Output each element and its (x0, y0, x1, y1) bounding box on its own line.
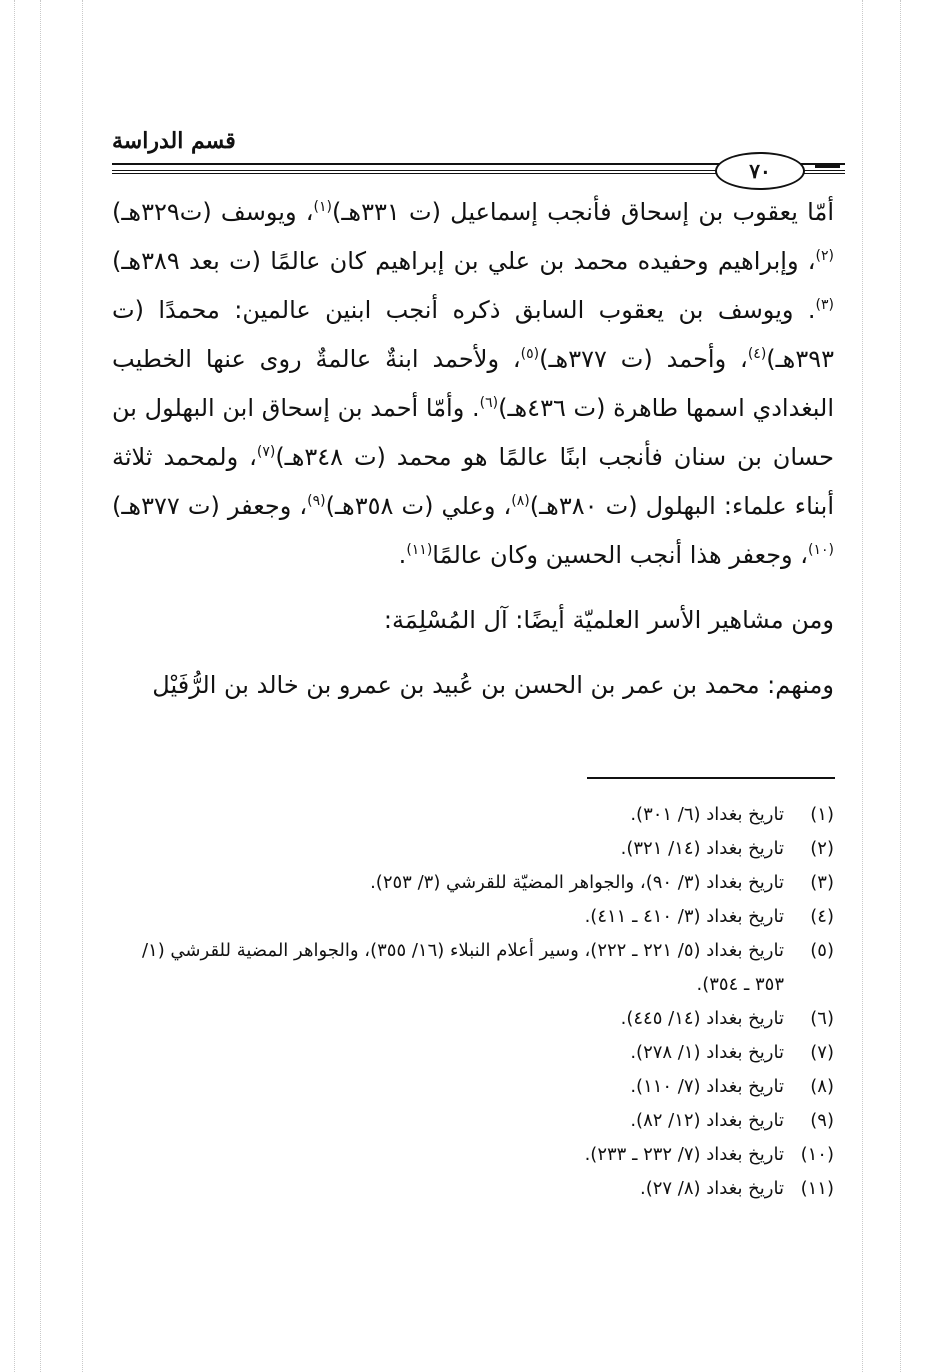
scan-dotted-margin (82, 0, 83, 1372)
footnote-number: (١١) (800, 1178, 834, 1199)
footnote-text: تاريخ بغداد (١٢/ ٨٢). (630, 1110, 784, 1131)
footnote-item (112, 1002, 834, 1036)
text-run: ومن مشاهير الأسر العلميّة أيضًا: آل المُسْلِمَة: (383, 606, 834, 634)
scan-dotted-margin (40, 0, 41, 1372)
text-run: ، وأحمد (ت ٣٧٧هـ) (539, 345, 748, 373)
footnote-number: (٣) (810, 872, 834, 893)
section-title: قسم الدراسة (112, 128, 236, 154)
footnote-number: (٨) (810, 1076, 834, 1097)
footnote-ref[interactable]: (٢) (815, 248, 834, 264)
text-run: ، وعلي (ت ٣٥٨هـ) (325, 492, 512, 520)
footnote-text: تاريخ بغداد (٥/ ٢٢١ ـ ٢٢٢)، وسير أعلام النبلاء (١٦/ ٣٥٥)، والجواهر المضية للقرشي (١/ ٣٥٣ ـ ٣٥٤). (141, 940, 784, 995)
footnote-ref[interactable]: (٤) (747, 346, 767, 362)
text-run: أمّا يعقوب بن إسحاق فأنجب إسماعيل (ت ٣٣١هـ) (332, 198, 834, 226)
footnote-number: (٧) (810, 1042, 834, 1063)
footnote-ref[interactable]: (٩) (307, 493, 326, 509)
footnotes (112, 798, 834, 1206)
footnote-ref[interactable]: (١١) (406, 542, 433, 558)
footnote-text: تاريخ بغداد (٧/ ١١٠). (630, 1076, 784, 1097)
text-run: ، وجعفر (ت ٣٧٧هـ) (112, 492, 308, 520)
footnote-number: (١) (810, 804, 834, 825)
footnote-number: (٦) (810, 1008, 834, 1029)
footnote-item (112, 934, 834, 1002)
footnote-number: (٢) (810, 838, 834, 859)
footnote-item (112, 900, 834, 934)
header-dash (815, 164, 840, 168)
scan-dotted-margin (900, 0, 901, 1372)
footnote-number: (٥) (810, 940, 834, 961)
footnote-text: تاريخ بغداد (١٤/ ٣٢١). (620, 838, 784, 859)
paragraph (112, 661, 834, 710)
footnote-text: تاريخ بغداد (٣/ ٤١٠ ـ ٤١١). (584, 906, 784, 927)
footnote-ref[interactable]: (١٠) (808, 542, 834, 558)
page-number: ٧٠ (715, 152, 805, 190)
footnote-item (112, 1070, 834, 1104)
text-run: ، ويوسف (ت٣٢٩هـ) (112, 198, 314, 226)
body-text (112, 188, 834, 710)
text-run: ، ولمحمد ثلاثة أبناء علماء: البهلول (ت ٣٨٠هـ) (112, 443, 834, 520)
footnote-item (112, 1036, 834, 1070)
footnote-ref[interactable]: (٥) (520, 346, 540, 362)
scan-dotted-margin (14, 0, 15, 1372)
footnote-ref[interactable]: (١) (313, 199, 333, 215)
text-run: . ويوسف بن يعقوب السابق ذكره أنجب ابنين عالمين: محمدًا (ت ٣٩٣هـ) (112, 296, 835, 373)
footnote-item (112, 1172, 834, 1206)
paragraph (112, 188, 834, 580)
footnote-text: تاريخ بغداد (٨/ ٢٧). (639, 1178, 784, 1199)
text-run: ومنهم: محمد بن عمر بن الحسن بن عُبيد بن عمرو بن خالد بن الرُّفَيْل (152, 671, 834, 699)
footnote-text: تاريخ بغداد (٦/ ٣٠١). (630, 804, 784, 825)
text-run: ، ولأحمد ابنةٌ عالمةٌ روى عنها الخطيب البغدادي اسمها طاهرة (ت ٤٣٦هـ) (112, 345, 835, 422)
footnote-text: تاريخ بغداد (٣/ ٩٠)، والجواهر المضيّة للقرشي (٣/ ٢٥٣). (370, 872, 784, 893)
footnote-ref[interactable]: (٧) (256, 444, 276, 460)
footnote-ref[interactable]: (٨) (511, 493, 530, 509)
footnote-text: تاريخ بغداد (١٤/ ٤٤٥). (620, 1008, 784, 1029)
text-run: . وأمّا أحمد بن إسحاق ابن البهلول بن حسان بن سنان فأنجب ابنًا عالمًا هو محمد (ت ٣٤٨هـ) (112, 394, 834, 471)
footnote-item (112, 832, 834, 866)
text-run: ، وإبراهيم وحفيده محمد بن علي بن إبراهيم كان عالمًا (ت بعد ٣٨٩هـ) (112, 247, 816, 275)
footnote-item (112, 798, 834, 832)
footnote-item (112, 1138, 834, 1172)
scan-dotted-margin (862, 0, 863, 1372)
footnote-ref[interactable]: (٦) (479, 395, 499, 411)
text-run: . (398, 541, 407, 569)
footnote-item (112, 1104, 834, 1138)
footnote-ref[interactable]: (٣) (815, 297, 834, 313)
footnote-separator (587, 777, 835, 779)
footnote-number: (٩) (810, 1110, 834, 1131)
text-run: ، وجعفر هذا أنجب الحسين وكان عالمًا (432, 541, 809, 569)
footnote-number: (٤) (810, 906, 834, 927)
footnote-text: تاريخ بغداد (١/ ٢٧٨). (630, 1042, 784, 1063)
footnote-text: تاريخ بغداد (٧/ ٢٣٢ ـ ٢٣٣). (584, 1144, 784, 1165)
paragraph (112, 596, 834, 645)
footnote-item (112, 866, 834, 900)
footnote-number: (١٠) (800, 1144, 834, 1165)
